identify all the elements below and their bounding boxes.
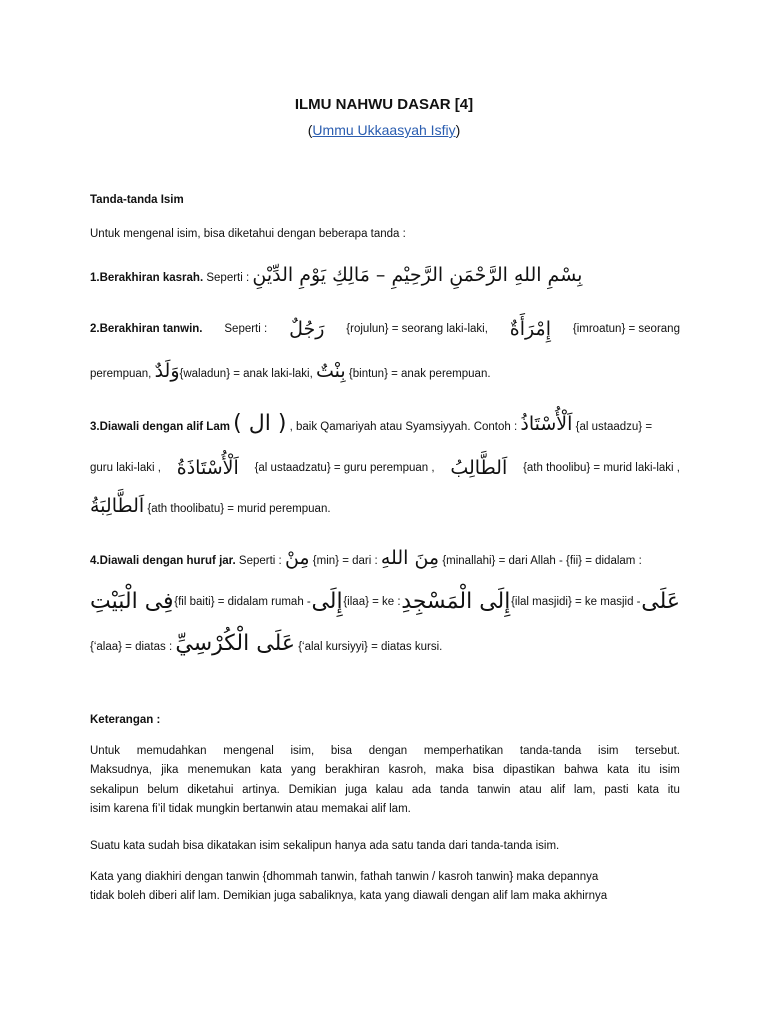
paragraph-1-line bbox=[90, 742, 680, 761]
item-3-line2-a: guru laki-laki , bbox=[90, 462, 161, 474]
item-2-line2-b: {waladun} = anak laki-laki, bbox=[179, 368, 313, 380]
author-line bbox=[0, 122, 768, 138]
item-3-line2-c: {ath thoolibu} = murid laki-laki , bbox=[523, 462, 680, 474]
intro-text: Untuk mengenal isim, bisa diketahui dengan beberapa tanda : bbox=[90, 228, 406, 240]
word: menemukan bbox=[187, 764, 251, 777]
item-3-line-3 bbox=[90, 492, 680, 523]
word: maka bbox=[435, 764, 464, 777]
item-4-line3-b: {‘alal kursiyyi} = diatas kursi. bbox=[298, 641, 443, 653]
item-4-arabic-1: مِنْ bbox=[284, 547, 310, 569]
item-3-arabic-0: ( ال ) bbox=[233, 411, 287, 436]
item-1-arabic: بِسْمِ اللهِ الرَّحْمَنِ الرَّحِيْمِ – مَالِكِ يَوْمِ الدِّيْنِ bbox=[252, 264, 583, 286]
item-2-line2-c: {bintun} = anak perempuan. bbox=[348, 368, 491, 380]
word: isim, bbox=[290, 745, 315, 757]
word: mengenal bbox=[223, 745, 274, 757]
word: kasroh, bbox=[388, 764, 427, 777]
item-2-arabic-1: رَجُلٌ bbox=[289, 318, 325, 340]
word: berakhiran bbox=[325, 764, 380, 777]
item-4-line-2 bbox=[90, 586, 680, 618]
section-heading-keterangan: Keterangan : bbox=[90, 714, 161, 726]
item-2-label: 2.Berakhiran tanwin. bbox=[90, 323, 203, 335]
word: sekalipun bbox=[90, 783, 139, 796]
word: tanwin bbox=[477, 783, 511, 796]
section-heading-tanda-isim: Tanda-tanda Isim bbox=[90, 194, 184, 206]
item-3-label: 3.Diawali dengan alif Lam bbox=[90, 421, 230, 433]
paragraph-1-line bbox=[90, 761, 680, 780]
word: kalau bbox=[375, 783, 404, 796]
item-2-arabic-4: بِنْتٌ bbox=[316, 360, 346, 382]
document-title: ILMU NAHWU DASAR [4] bbox=[294, 96, 474, 113]
word: belum bbox=[147, 783, 179, 796]
item-4-arabic-7: عَلَى الْكُرْسِيِّ bbox=[175, 631, 295, 656]
word: tanda bbox=[439, 783, 469, 796]
word: jika bbox=[161, 764, 179, 777]
paragraph-3 bbox=[90, 868, 680, 907]
item-2-arabic-3: وَلَدٌ bbox=[154, 360, 180, 382]
item-2-arabic-2: إِمْرَأَةٌ bbox=[509, 318, 551, 340]
item-3-text-b: {al ustaadzu} = bbox=[575, 421, 653, 433]
item-2-text-b: {rojulun} = seorang laki-laki, bbox=[346, 323, 488, 335]
paragraph-3-line: Kata yang diakhiri dengan tanwin {dhommah tanwin, fathah tanwin / kasroh tanwin} maka depannya bbox=[90, 871, 599, 883]
item-4-arabic-2: مِنَ اللهِ bbox=[380, 547, 440, 569]
word: artinya. bbox=[242, 783, 280, 796]
paragraph-1-line: isim karena fi’il tidak mungkin bertanwin atau memakai alif lam. bbox=[90, 803, 411, 816]
item-4-text-c: {minallahi} = dari Allah - {fii} = didalam : bbox=[442, 555, 642, 567]
paragraph-1 bbox=[90, 742, 680, 820]
author-paren-close: ) bbox=[455, 122, 461, 138]
word: kata bbox=[637, 783, 660, 796]
item-3-line-2 bbox=[90, 454, 680, 482]
word: isim bbox=[659, 764, 680, 777]
word: memperhatikan bbox=[423, 745, 504, 757]
item-1-text: Seperti : bbox=[206, 272, 250, 284]
item-3-line3: {ath thoolibatu} = murid perempuan. bbox=[147, 503, 331, 515]
item-4-line-3 bbox=[90, 630, 680, 661]
item-3-arabic-2: اَلْأُسْتَاذَةُ bbox=[176, 457, 239, 479]
word: isim bbox=[598, 745, 619, 757]
word: lam, bbox=[573, 783, 596, 796]
word: bahwa bbox=[564, 764, 598, 777]
item-2-line2-a: perempuan, bbox=[90, 368, 152, 380]
item-3-arabic-3: اَلطَّالِبُ bbox=[450, 457, 508, 479]
item-4-arabic-5: إِلَى الْمَسْجِدِ bbox=[401, 589, 511, 614]
item-4-arabic-4: إِلَى bbox=[311, 589, 343, 614]
item-3-text-a: , baik Qamariyah atau Syamsiyyah. Contoh : bbox=[289, 421, 518, 433]
item-3-arabic-1: اَلْأُسْتَاذُ bbox=[520, 413, 573, 435]
item-4-arabic-3: فِى الْبَيْتِ bbox=[90, 589, 174, 614]
item-1-label: 1.Berakhiran kasrah. bbox=[90, 272, 204, 284]
item-3-arabic-4: اَلطَّالِبَةُ bbox=[90, 495, 145, 517]
word: yang bbox=[291, 764, 316, 777]
item-4-arabic-6: عَلَى bbox=[641, 589, 680, 614]
item-4-line2-a: {fil baiti} = didalam rumah - bbox=[174, 596, 311, 608]
word: kata bbox=[607, 764, 629, 777]
word: Demikian bbox=[288, 783, 337, 796]
item-2-line-2 bbox=[90, 358, 680, 387]
word: dipastikan bbox=[503, 764, 555, 777]
author-paren-open: ( bbox=[307, 122, 313, 138]
word: Maksudnya, bbox=[90, 764, 153, 777]
word: kata bbox=[260, 764, 282, 777]
word: memudahkan bbox=[136, 745, 207, 757]
word: ada bbox=[411, 783, 432, 796]
item-1 bbox=[90, 262, 680, 291]
word: itu bbox=[667, 783, 680, 796]
item-3-line2-b: {al ustaadzatu} = guru perempuan , bbox=[254, 462, 435, 474]
word: bisa bbox=[472, 764, 494, 777]
word: juga bbox=[345, 783, 367, 796]
author-link[interactable]: Ummu Ukkaasyah Isfiy bbox=[312, 122, 456, 138]
item-4-line2-b: {ilaa} = ke : bbox=[343, 596, 401, 608]
item-2-line-1 bbox=[90, 316, 680, 342]
item-4-text-b: {min} = dari : bbox=[312, 555, 378, 567]
paragraph-3-line: tidak boleh diberi alif lam. Demikian juga sabaliknya, kata yang diawali dengan alif lam maka akhirnya bbox=[90, 890, 608, 903]
item-3-line-1 bbox=[90, 410, 680, 441]
paragraph-2: Suatu kata sudah bisa dikatakan isim sekalipun hanya ada satu tanda dari tanda-tanda isim. bbox=[90, 840, 560, 852]
word: atau bbox=[519, 783, 542, 796]
word: itu bbox=[638, 764, 651, 777]
item-2-text-a: Seperti : bbox=[224, 323, 268, 335]
item-2-text-c: {imroatun} = seorang bbox=[572, 323, 680, 335]
word: dengan bbox=[368, 745, 408, 757]
word: pasti bbox=[604, 783, 629, 796]
word: tanda-tanda bbox=[519, 745, 582, 757]
item-4-text-a: Seperti : bbox=[238, 555, 282, 567]
item-4-line2-c: {ilal masjidi} = ke masjid - bbox=[511, 596, 641, 608]
word: tersebut. bbox=[635, 745, 680, 757]
item-4-line3-a: {‘alaa} = diatas : bbox=[90, 641, 173, 653]
word: bisa bbox=[330, 745, 352, 757]
word: alif bbox=[550, 783, 566, 796]
item-4-label: 4.Diawali dengan huruf jar. bbox=[90, 555, 236, 567]
item-4-line-1 bbox=[90, 544, 680, 575]
paragraph-1-line bbox=[90, 781, 680, 800]
word: diketahui bbox=[187, 783, 234, 796]
word: Untuk bbox=[90, 745, 121, 757]
